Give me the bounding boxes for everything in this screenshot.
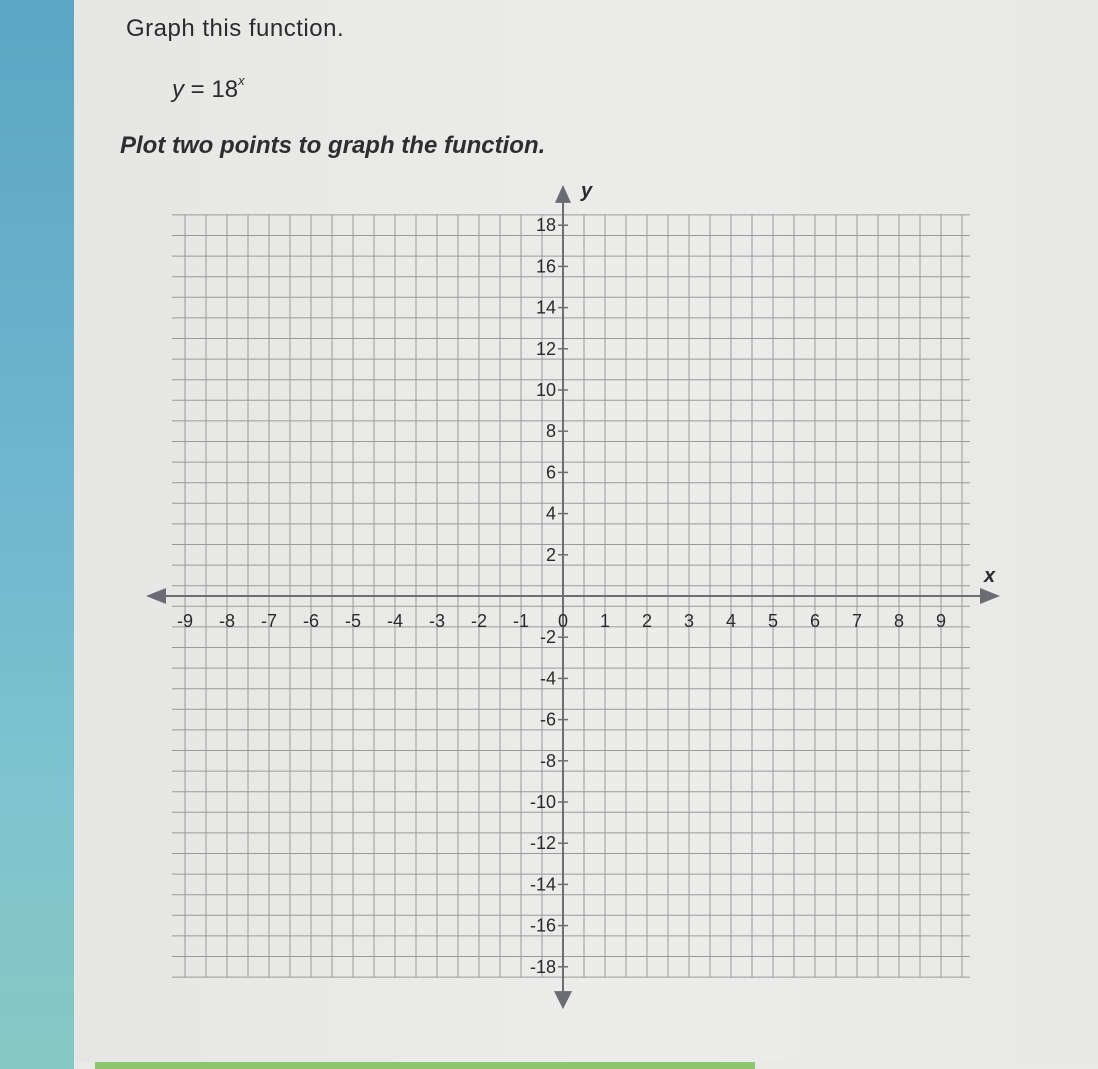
y-tick-label: -4	[539, 668, 556, 689]
plot-instruction: Plot two points to graph the function.	[120, 132, 546, 159]
x-tick-label: -8	[218, 611, 236, 631]
equation-lhs: y	[172, 76, 184, 103]
y-tick-label: -8	[539, 750, 556, 771]
question-prompt: Graph this function.	[126, 15, 345, 42]
x-tick-label: 5	[767, 611, 779, 631]
y-axis-up-arrow	[555, 185, 571, 203]
x-tick-label: -4	[386, 611, 404, 631]
x-tick-label: 9	[935, 611, 947, 631]
y-axis-down-arrow	[554, 991, 572, 1009]
equation-base: 18	[211, 76, 239, 103]
axes	[146, 185, 1000, 1009]
x-tick-label: -2	[470, 611, 488, 631]
x-tick-label: -9	[176, 611, 194, 631]
x-tick-label: -3	[428, 611, 446, 631]
y-tick-label: -10	[529, 792, 556, 812]
tick-labels	[177, 180, 996, 977]
y-tick-label: -2	[539, 627, 556, 648]
x-axis-label: x	[984, 565, 996, 587]
x-tick-label: 1	[599, 611, 611, 631]
y-tick-label: 12	[535, 338, 556, 359]
function-equation	[172, 73, 245, 104]
x-tick-label: 3	[683, 611, 695, 631]
x-tick-label: 4	[725, 611, 737, 631]
x-axis-right-arrow	[980, 588, 1000, 604]
x-tick-label: -1	[512, 611, 530, 631]
y-axis-label: y	[581, 180, 593, 202]
x-tick-label: 6	[809, 611, 821, 631]
x-tick-label: 2	[641, 611, 653, 631]
left-color-strip	[0, 0, 74, 1069]
y-tick-label: 16	[535, 256, 556, 277]
y-tick-label: 2	[545, 544, 556, 565]
x-tick-label: 0	[557, 611, 569, 631]
bottom-accent-bar	[95, 1062, 755, 1069]
y-tick-label: 8	[545, 421, 556, 442]
y-tick-label: -12	[529, 833, 556, 854]
y-tick-label: 6	[545, 462, 556, 483]
x-tick-label: -5	[344, 611, 362, 631]
y-tick-label: -6	[539, 709, 556, 730]
y-tick-label: 18	[535, 215, 556, 236]
y-tick-label: -14	[529, 874, 556, 895]
y-tick-label: 10	[535, 380, 556, 400]
x-tick-label: -7	[260, 611, 278, 631]
x-tick-label: 8	[893, 611, 905, 631]
y-tick-label: 14	[535, 297, 556, 318]
y-tick-label: -16	[529, 915, 556, 936]
x-tick-label: -6	[302, 611, 320, 631]
coordinate-plane-graph[interactable]	[140, 180, 1020, 1040]
y-tick-label: -18	[529, 956, 556, 977]
x-tick-label: 7	[851, 611, 863, 631]
equation-exponent: x	[238, 73, 245, 88]
x-axis-left-arrow	[146, 588, 166, 604]
equation-equals: =	[190, 76, 205, 103]
y-tick-label: 4	[545, 503, 556, 524]
